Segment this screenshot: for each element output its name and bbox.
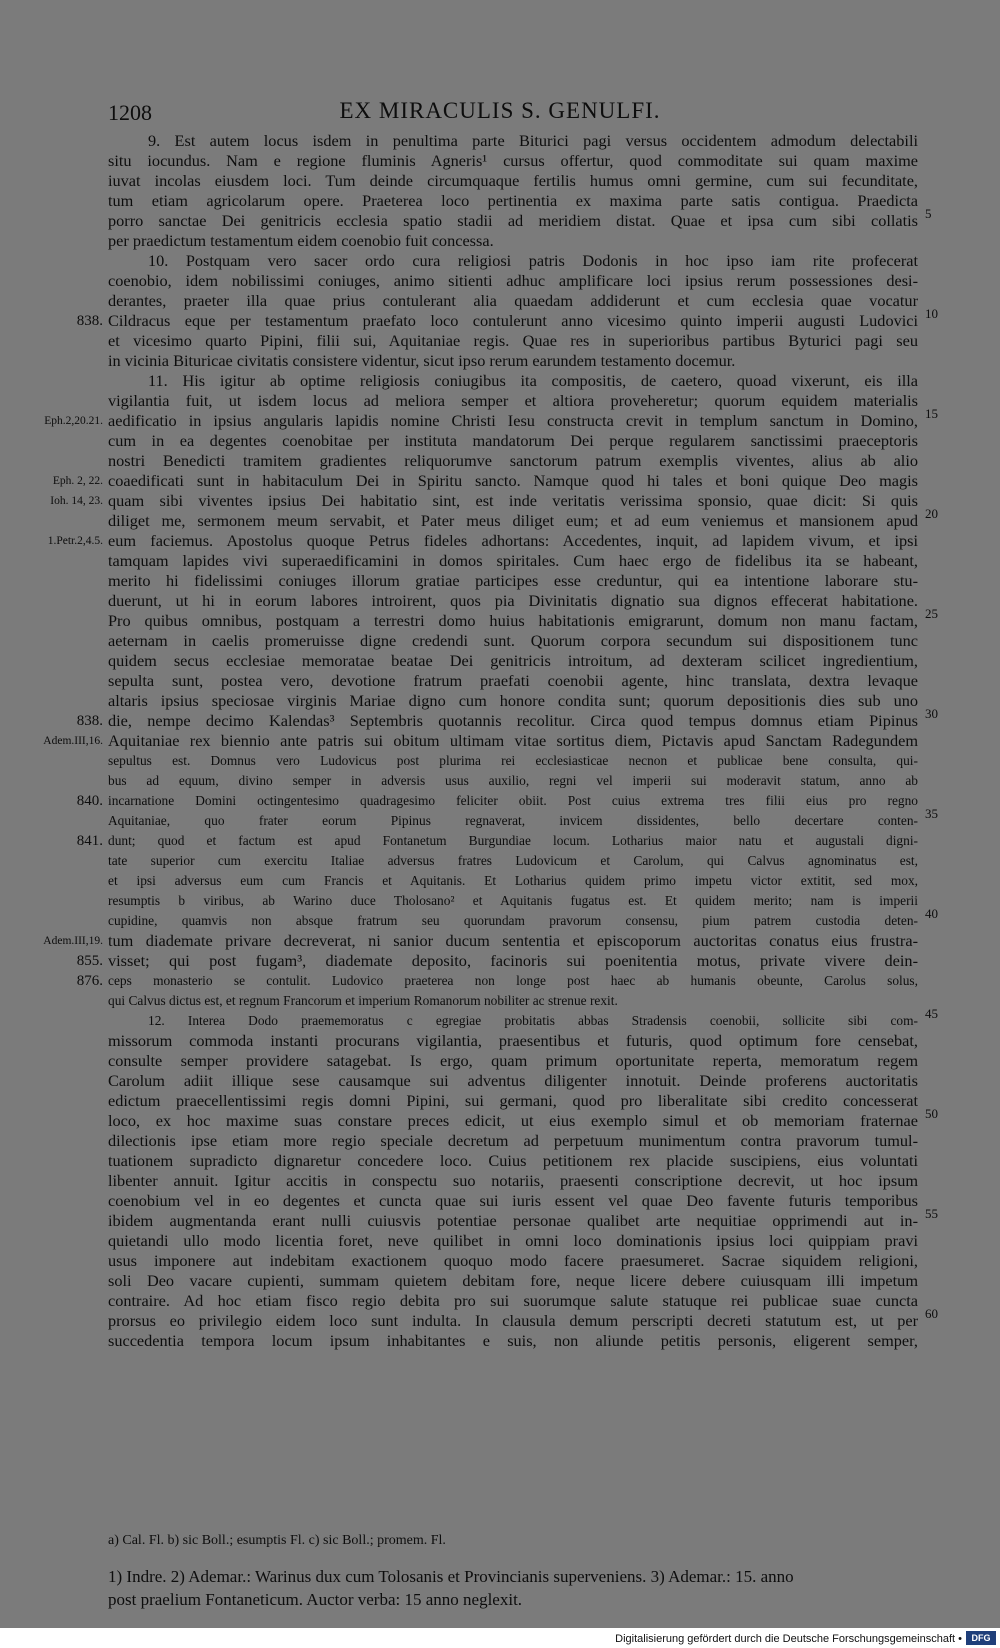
text-line: sepulta sunt, postea vero, devotione fratrum praefati coenobii agente, hinc translata, dextra levaque xyxy=(108,671,918,690)
margin-reference: 841. xyxy=(76,833,103,849)
text-line: altaris ipsius speciosae virginis Mariae digno cum honore condita sunt; quorum depositionis dies sub uno xyxy=(108,691,918,710)
text-line: incarnatione Domini octingentesimo quadragesimo feliciter obiit. Post cuius extrema tres filii eius pro regno xyxy=(108,793,918,808)
text-line: visset; qui post fugam³, diademate deposito, facinoris sui poenitentia motus, private vivere dein- xyxy=(108,951,918,970)
text-line: merito hi fidelissimi coniuges illorum gratiae participes esse creduntur, qui ea intentione laborare stu- xyxy=(108,571,918,590)
text-line: tum diademate privare decreverat, ni sanior ducum sententia et episcoporum auctoritas conatus eius frustra- xyxy=(108,931,918,950)
line-number: 55 xyxy=(925,1206,938,1221)
footnote-line-1: 1) Indre. 2) Ademar.: Warinus dux cum Tolosanis et Provincianis superveniens. 3) Ademar.: 15. anno xyxy=(108,1567,794,1586)
text-line: in vicinia Bituricae civitatis consistere videntur, sicut ipso rerum earundem testamento docemur. xyxy=(108,351,736,370)
text-line: coaedificati sunt in habitaculum Dei in Spiritu sancto. Namque quod hi tales et boni quique Deo magis xyxy=(108,471,918,490)
text-line: dunt; quod et factum est apud Fontanetum Burgundiae locum. Lotharius maior natu et augustali digni- xyxy=(108,833,918,848)
text-line: cupidine, quamvis non absque fratrum seu quorundam pravorum consensu, pium patrem custodia deten- xyxy=(108,913,918,928)
text-line: 9. Est autem locus isdem in penultima parte Biturici pagi versus occidentem admodum delectabili xyxy=(148,131,918,150)
text-line: quidem secus ecclesiae memoratae beatae Dei genitricis introitum, ad dexteram scilicet ingredientium, xyxy=(108,651,918,670)
margin-reference: Eph. 2, 22. xyxy=(52,475,103,487)
line-number: 50 xyxy=(925,1106,938,1121)
dfg-logo: DFG xyxy=(966,1631,996,1645)
text-line: Pro quibus omnibus, postquam a terrestri domo huius habitationis emigrarunt, domum non manu factam, xyxy=(108,611,918,630)
text-line: vigilantia fuit, ut isdem locus ad meliora semper et altiora proveheretur; quorum equidem materialis xyxy=(108,391,918,410)
text-line: coenobio, idem nobilissimi coniuges, animo sitienti adhuc amplificare loci ipsius rerum possessiones desi- xyxy=(108,271,918,290)
line-number: 40 xyxy=(925,906,938,921)
text-line: situ iocundus. Nam e regione fluminis Agneris¹ cursus offertur, quod commoditate sui quam maxime xyxy=(108,151,918,170)
text-line: et vicesimo quarto Pipini, filii sui, Aquitaniae regis. Quae res in superioribus partibus Byturici pagi seu xyxy=(108,331,918,350)
page-number: 1208 xyxy=(108,100,152,125)
text-line: diliget me, sermonem meum servabit, et Pater meus diliget eum; et ad eum veniemus et mansionem apud xyxy=(108,511,918,530)
text-line: Cildracus eque per testamentum praefato loco contulerunt anno vicesimo quinto imperii augusti Ludovici xyxy=(108,311,918,330)
text-line: aedificatio in ipsius angularis lapidis nomine Christi Iesu constructa crevit in templum sanctum in Domino, xyxy=(108,411,918,430)
text-line: usus imponere aut indebitam exactionem quoquo modo facere praesumeret. Sacrae siquidem religioni, xyxy=(108,1251,918,1270)
text-line: cum in ea degentes coenobitae per instituta mandatorum Dei perque regularem sanctissimi praeceptoris xyxy=(108,431,918,450)
line-number: 35 xyxy=(925,806,938,821)
margin-reference: Adem.III,16. xyxy=(43,735,103,747)
text-line: missorum commoda instanti procurans vigilantia, praesentibus et futuris, quod optimum fore censebat, xyxy=(108,1031,918,1050)
text-line: die, nempe decimo Kalendas³ Septembris quotannis recolitur. Circa quod tempus domnus etiam Pipinus xyxy=(108,711,918,730)
text-line: edictum praecellentissimi regis domni Pipini, sui germani, quod pro liberalitate sibi credito concesserat xyxy=(108,1091,918,1110)
text-line: iuvat incolas eiusdem loci. Tum deinde circumquaque fertilis humus omni germine, cum sui fecunditate, xyxy=(108,171,918,190)
line-number: 30 xyxy=(925,706,938,721)
text-line: 12. Interea Dodo praememoratus c egregiae probitatis abbas Stradensis coenobii, sollicite sibi com- xyxy=(148,1013,918,1028)
line-number: 5 xyxy=(925,206,932,221)
text-line: derantes, praeter illa quae prius contulerant alia quaedam addiderunt et cum ecclesia quae vocatur xyxy=(108,291,918,310)
text-line: quietandi ullo modo licentia foret, neve quilibet in omni loco dominationis ipsius loci quippiam pravi xyxy=(108,1231,918,1250)
text-line: succedentia tempora locum ipsum inhabitantes e suis, non aliunde petitis personis, eligerent semper, xyxy=(108,1331,918,1350)
margin-reference: Adem.III,19. xyxy=(43,935,103,947)
text-line: 10. Postquam vero sacer ordo cura religiosi patris Dodonis in hoc ipso iam rite profecerat xyxy=(148,251,918,270)
text-line: resumptis b viribus, ab Warino duce Tholosano² et Aquitanis fugatus est. Et quidem merito; nam is imperii xyxy=(108,893,918,908)
text-line: soli Deo vacare cupienti, summam quietem debitam fore, neque licere debere cuiusquam illi impetum xyxy=(108,1271,918,1290)
text-line: contraire. Ad hoc etiam fisco regio debita pro sui suorumque salute statuque rei publicae suae cuncta xyxy=(108,1291,918,1310)
text-line: ceps monasterio se contulit. Ludovico praeterea non longe post haec ab humanis obeunte, Carolus solus, xyxy=(108,973,918,988)
text-line: sepultus est. Domnus vero Ludovicus post plurima rei ecclesiasticae necnon et publicae bene consulta, qui- xyxy=(108,753,918,768)
margin-reference: 855. xyxy=(76,953,103,969)
text-line: Carolum adiit illique sese causamque sui adventus diligenter innotuit. Deinde proferens auctoritatis xyxy=(108,1071,918,1090)
line-number: 45 xyxy=(925,1006,938,1021)
text-line: Aquitaniae, quo frater eorum Pipinus regnaverat, invicem dissidentes, bello decertare conten- xyxy=(108,813,918,828)
text-line: coenobium vel in eo degentes et cuncta quae sui iuris essent vel quae Deo favente futuris temporibus xyxy=(108,1191,918,1210)
line-number: 60 xyxy=(925,1306,938,1321)
text-line: duerunt, ut hi in eorum labores introirent, quos pia Divinitatis dignatio sua dignos effecerat habitatione. xyxy=(108,591,918,610)
text-line: loco, ex hoc maxime suas constare preces edicit, ut eius exemplo simul et ob memoriam fraternae xyxy=(108,1111,918,1130)
text-line: ibidem augmentanda erant nulli cuiusvis potentiae personae qualibet arte nequitiae opprimendi aut in- xyxy=(108,1211,918,1230)
margin-reference: 840. xyxy=(76,793,103,809)
line-number: 20 xyxy=(925,506,938,521)
margin-reference: 838. xyxy=(76,713,103,729)
text-line: quam sibi viventes ipsius Dei habitatio sint, est inde veritatis verissima sponsio, quae dicit: Si quis xyxy=(108,491,918,510)
running-title: EX MIRACULIS S. GENULFI. xyxy=(339,98,661,123)
text-line: libenter annuit. Igitur accitis in conspectu suo notariis, praesenti conscriptione decrevit, ut hoc ipsum xyxy=(108,1171,918,1190)
margin-reference: 876. xyxy=(76,973,103,989)
line-number: 15 xyxy=(925,406,938,421)
text-line: eum faciemus. Apostolus quoque Petrus fideles adhortans: Accedentes, inquit, ad lapidem vivum, et ipsi xyxy=(108,531,918,550)
text-line: nostri Benedicti tramitem gradientes reliquorumve sanctorum patrum exemplis viventes, alius ab alio xyxy=(108,451,918,470)
text-line: dilectionis ipse etiam more regio speciale decretum ad perpetuum munimentum contra pravorum tumul- xyxy=(108,1131,918,1150)
text-line: aeternam in caelis promeruisse digne credendi sunt. Quorum corpora secundum sui dispositionem tunc xyxy=(108,631,918,650)
line-number: 10 xyxy=(925,306,938,321)
text-line: prorsus eo privilegio eidem loco sunt indulta. In clausula demum perscripti decreti statutum est, ut per xyxy=(108,1311,918,1330)
text-line: tum etiam agricolarum opere. Praeterea loco pertinentia ex maxima parte satis contigua. Praedicta xyxy=(108,191,918,210)
margin-reference: 838. xyxy=(76,313,103,329)
critical-apparatus: a) Cal. Fl. b) sic Boll.; esumptis Fl. c) sic Boll.; promem. Fl. xyxy=(108,1533,446,1548)
text-line: tuationem supradicto dignaretur concedere loco. Cuius petitionem rex placide suscipiens, eius voluntati xyxy=(108,1151,918,1170)
line-number: 25 xyxy=(925,606,938,621)
text-line: 11. His igitur ab optime religiosis coniugibus ita compositis, de caetero, quoad vixerunt, eis illa xyxy=(148,371,918,390)
text-line: et ipsi adversus eum cum Francis et Aquitanis. Et Lotharius quidem primo impetu victor extitit, sed mox, xyxy=(108,873,918,888)
margin-reference: Eph.2,20.21. xyxy=(44,415,103,427)
text-line: tamquam lapides vivi superaedificamini in domos spiritales. Cum haec ergo de fidelibus ita se habeant, xyxy=(108,551,918,570)
text-line: tate superior cum exercitu Italiae adversus fratres Ludovicum et Carolum, qui Calvus agnominatus est, xyxy=(108,853,918,868)
footnote-line-2: post praelium Fontaneticum. Auctor verba: 15 anno neglexit. xyxy=(108,1590,523,1609)
text-line: bus ad equum, divino semper in adversis usus auxilio, regni vel imperii sui moderavit statum, anno ab xyxy=(108,773,918,788)
text-line: porro sanctae Dei genitricis ecclesia spatio stadii ad meridiem distat. Quae et ipsa cum sibi collatis xyxy=(108,211,918,230)
text-line: per praedictum testamentum eidem coenobio fuit concessa. xyxy=(108,231,494,250)
text-line: Aquitaniae rex biennio ante patris sui obitum ultimam vitae sortitus diem, Pictavis apud Sanctam Radegundem xyxy=(108,731,918,750)
margin-reference: 1.Petr.2,4.5. xyxy=(47,535,103,547)
text-line: consulte semper providere satagebat. Is ergo, quam primum oportunitate reperta, memoratum regem xyxy=(108,1051,918,1070)
margin-reference: Ioh. 14, 23. xyxy=(50,495,103,507)
text-line: qui Calvus dictus est, et regnum Francorum et imperium Romanorum nobiliter ac strenue rexit. xyxy=(108,993,618,1008)
digitization-credit: Digitalisierung gefördert durch die Deutsche Forschungsgemeinschaft • xyxy=(615,1633,962,1645)
